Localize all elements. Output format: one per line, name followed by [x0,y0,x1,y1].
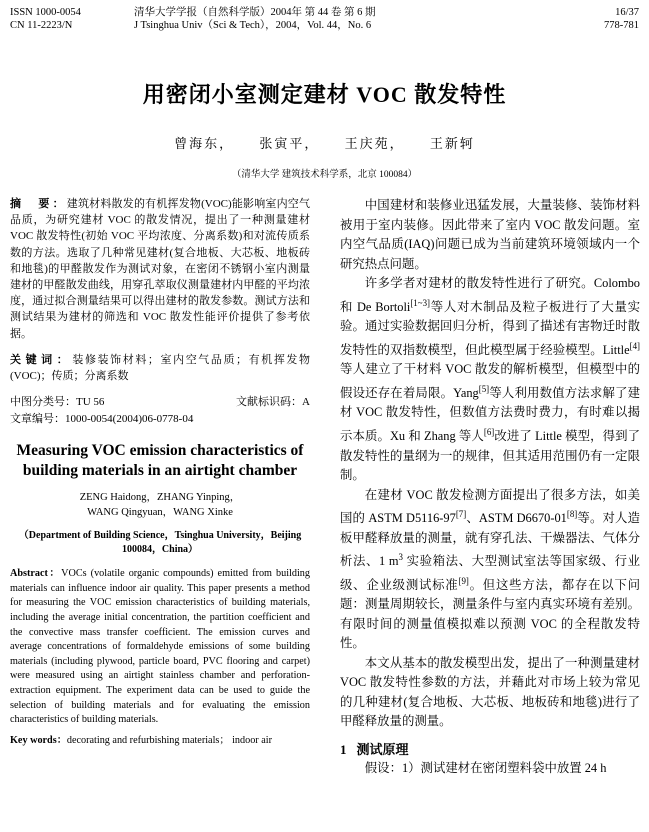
right-column [340,196,640,779]
keywords-cn-text: 装修装饰材料；室内空气品质；有机挥发物(VOC)；传质；分离系数 [10,353,311,383]
clc-value: TU 56 [76,396,105,409]
article-id-row [10,411,310,428]
doc-code-label: 文献标识码： [236,396,303,409]
page-title: 用密闭小室测定建材 VOC 散发特性 [142,82,507,107]
author-name: 王庆苑， [344,136,405,151]
body-paragraph: 在建材 VOC 散发检测方面提出了很多方法，如美国的 ASTM D5116-97[7]、ASTM D6670-01[8]等。对人造板甲醛释放量的测量，就有穿孔法、干燥器法、气体分析法、1 $m^3$ 实验箱法、大型测试室法等国家级、行业级、企业级测试标准[9]。但这些方法，都存在以下问题：测量周期较长，测量条件与室内真实环境有差别。有限时间的测量值模拟难以预测 VOC 的全程散发特性。 [340,487,641,651]
issn-number: 1000-0054 [35,7,81,18]
authors-en [10,490,310,520]
cn-label: CN [10,20,25,31]
body-paragraph: 许多学者对建材的散发特性进行了研究。Colombo 和 De Bortoli[1~3]等人对木制品及粒子板进行了大量实验。通过实验数据回归分析，得到了描述有害物迁时散发特性的双指数模型，但此模型属于经验模型。Little[4]等人建立了干材料 VOC 散发的解析模型，但模型中的假设还存在着局限。Yang[5]等人利用数值方法求解了建材 VOC 散发特性，但数值方法费时费力，有时难以揭示本质。Xu 和 Zhang 等人[6]改进了 Little 模型，得到了散发特性的量纲为一的规律，但其适用范围仍有一定限制。 [340,276,640,482]
authors-cn [0,133,649,152]
section-title: 测试原理 [356,741,409,757]
author-name: 王新轲 [429,136,475,151]
author-line: WANG Qingyuan，WANG Xinke [87,507,233,519]
page-indicator: 16/37 [615,7,639,18]
page-header [10,6,639,40]
body-paragraph: 中国建材和装修业迅猛发展，大量装修、装饰材料被用于室内装修。因此带来了室内 VOC 散发问题。室内空气品质(IAQ)问题已成为当前建筑环境领域内一个研究热点问题。 [340,198,640,271]
header-pagination [549,6,639,32]
keywords-cn [10,352,310,384]
doc-code [236,394,310,411]
doc-code-value: A [302,396,310,409]
article-id-label: 文章编号： [10,412,65,425]
keywords-en-text: decorating and refurbishing materials； indoor air [66,734,272,746]
issn-label: ISSN [10,7,33,18]
clc-row [10,394,310,411]
abstract-cn-label: 摘 要： [10,198,67,210]
section-number: 1 [340,741,347,757]
abstract-en-label: Abstract： [10,568,62,580]
abstract-cn-text: 建筑材料散发的有机挥发物(VOC)能影响室内空气品质，为研究建材 VOC 的散发情况，提出了一种测量建材 VOC 散发特性(初始 VOC 平均浓度、分离系数)和对流传质系数的方法。选取了几种常见建材(复合地板、大芯板、地板砖和地毯)的甲醛散发作为测试对象，在密闭不锈钢小室内测量建材的甲醛散发曲线，用穿孔萃取仪测量建材内甲醛的平均浓度，通过拟合测量结果可以得出建材的散发参数。测试方法和测试结果为建材的筛选和 VOC 散发性能评价提供了参考依据。 [10,198,310,340]
cn-number: 11-2223/N [27,20,73,31]
abstract-en [10,567,310,728]
page-range: 778-781 [604,20,639,31]
affiliation-cn: （清华大学 建筑技术科学系，北京 100084） [231,170,418,180]
issn-line [10,6,130,19]
keywords-en-label: Key words： [10,734,67,746]
header-identifiers [10,6,130,32]
section-heading [340,740,640,760]
clc-label: 中图分类号： [10,396,76,409]
author-line: ZENG Haidong，ZHANG Yinping， [79,492,241,504]
cn-line [10,19,130,32]
affiliation-en: （Department of Building Science，Tsinghua University，Beijing 100084，China） [18,530,302,556]
article-id-value: 1000-0054(2004)06-0778-04 [65,412,194,425]
header-journal [134,6,524,32]
metadata-cn [10,394,310,427]
keywords-en [10,734,310,749]
section-body-paragraph: 假设：1）测试建材在密闭塑料袋中放置 24 h [364,761,607,776]
left-column [10,196,310,748]
abstract-en-text: VOCs (volatile organic compounds) emitted from building materials can influence indoor air quality. This paper presents a method for measuring the VOC emission characteristics of building materials, including the average initial concentration, the partition coefficient and the convective mass transfer coefficient. The emission curves and average concentrations of formaldehyde emissions of some building materials (including plywood, particle board, PVC flooring and carpet) were measured using an airtight stainless chamber and perforation-extraction equipment. The experiment data can be used to guide the selection of building materials and for evaluating the emission characteristics of building materials. [10,568,310,726]
journal-title-en: J Tsinghua Univ（Sci & Tech），2004，Vol. 44，No. 6 [134,20,372,31]
author-name: 张寅平， [259,136,320,151]
keywords-cn-label: 关键词： [10,353,73,366]
body-paragraph: 本文从基本的散发模型出发，提出了一种测量建材 VOC 散发特性参数的方法，并藉此对市场上较为常见的几种建材(复合地板、大芯板、地板砖和地毯)进行了甲醛释放量的测量。 [340,655,640,729]
title-en: Measuring VOC emission characteristics of building materials in an airtight chamber [16,442,304,480]
author-name: 曾海东， [174,136,235,151]
journal-title-cn: 清华大学学报（自然科学版）2004年 第 44 卷 第 6 期 [134,7,376,18]
abstract-cn [10,196,310,342]
